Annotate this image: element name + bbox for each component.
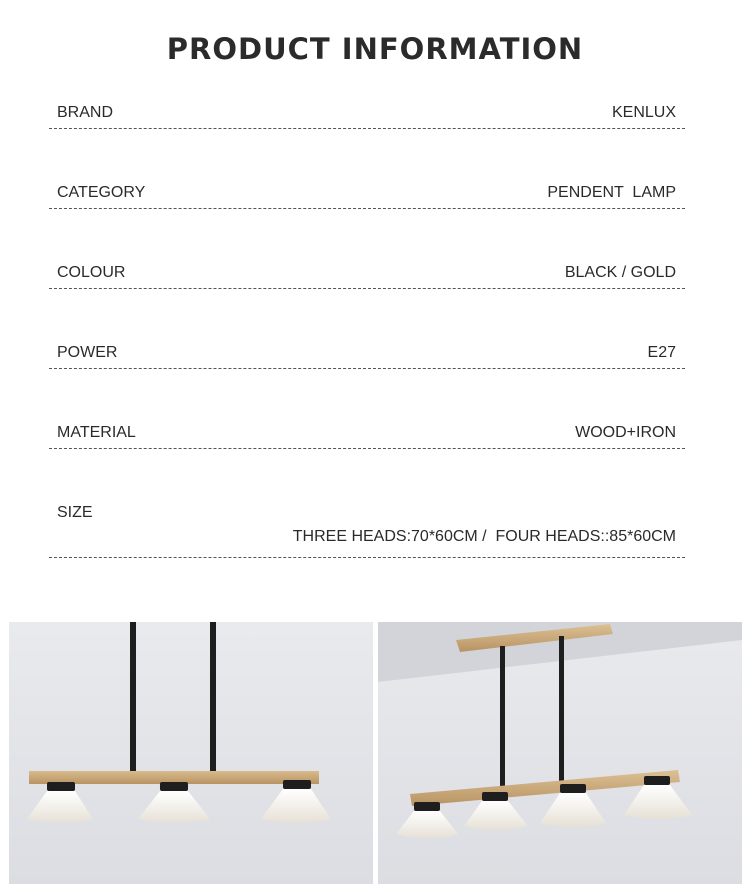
- lamp-head: [138, 782, 210, 823]
- spec-label: BRAND: [57, 104, 114, 121]
- spec-row-brand: [49, 104, 685, 129]
- spec-row-category: [49, 184, 685, 209]
- pendant-lamp-three-heads-illustration: [9, 622, 373, 884]
- lamp-head: [396, 802, 458, 838]
- spec-row-colour: [49, 264, 685, 289]
- spec-row-size: [49, 504, 685, 558]
- product-photo-four-heads: [378, 622, 742, 884]
- spec-value: BLACK / GOLD: [564, 264, 676, 281]
- lamp-head: [261, 780, 331, 823]
- suspension-rod: [500, 646, 505, 796]
- spec-value: THREE HEADS:70*60CM / FOUR HEADS::85*60CM: [292, 528, 676, 545]
- lamp-head: [27, 782, 93, 823]
- spec-label: POWER: [57, 344, 118, 361]
- spec-row-power: [49, 344, 685, 369]
- pendant-lamp-four-heads-illustration: [378, 622, 742, 884]
- suspension-rod: [130, 622, 136, 774]
- spec-value: WOOD+IRON: [575, 424, 676, 441]
- spec-value: PENDENT LAMP: [547, 184, 676, 201]
- spec-label: MATERIAL: [57, 424, 136, 441]
- spec-label: COLOUR: [57, 264, 126, 281]
- suspension-rod: [559, 636, 564, 786]
- spec-label: CATEGORY: [57, 184, 146, 201]
- product-photo-three-heads: [9, 622, 373, 884]
- page-title: PRODUCT INFORMATION: [166, 32, 584, 66]
- spec-row-material: [49, 424, 685, 449]
- spec-value: KENLUX: [611, 104, 676, 121]
- spec-label: SIZE: [57, 504, 93, 521]
- spec-value: E27: [647, 344, 676, 361]
- suspension-rod: [210, 622, 216, 774]
